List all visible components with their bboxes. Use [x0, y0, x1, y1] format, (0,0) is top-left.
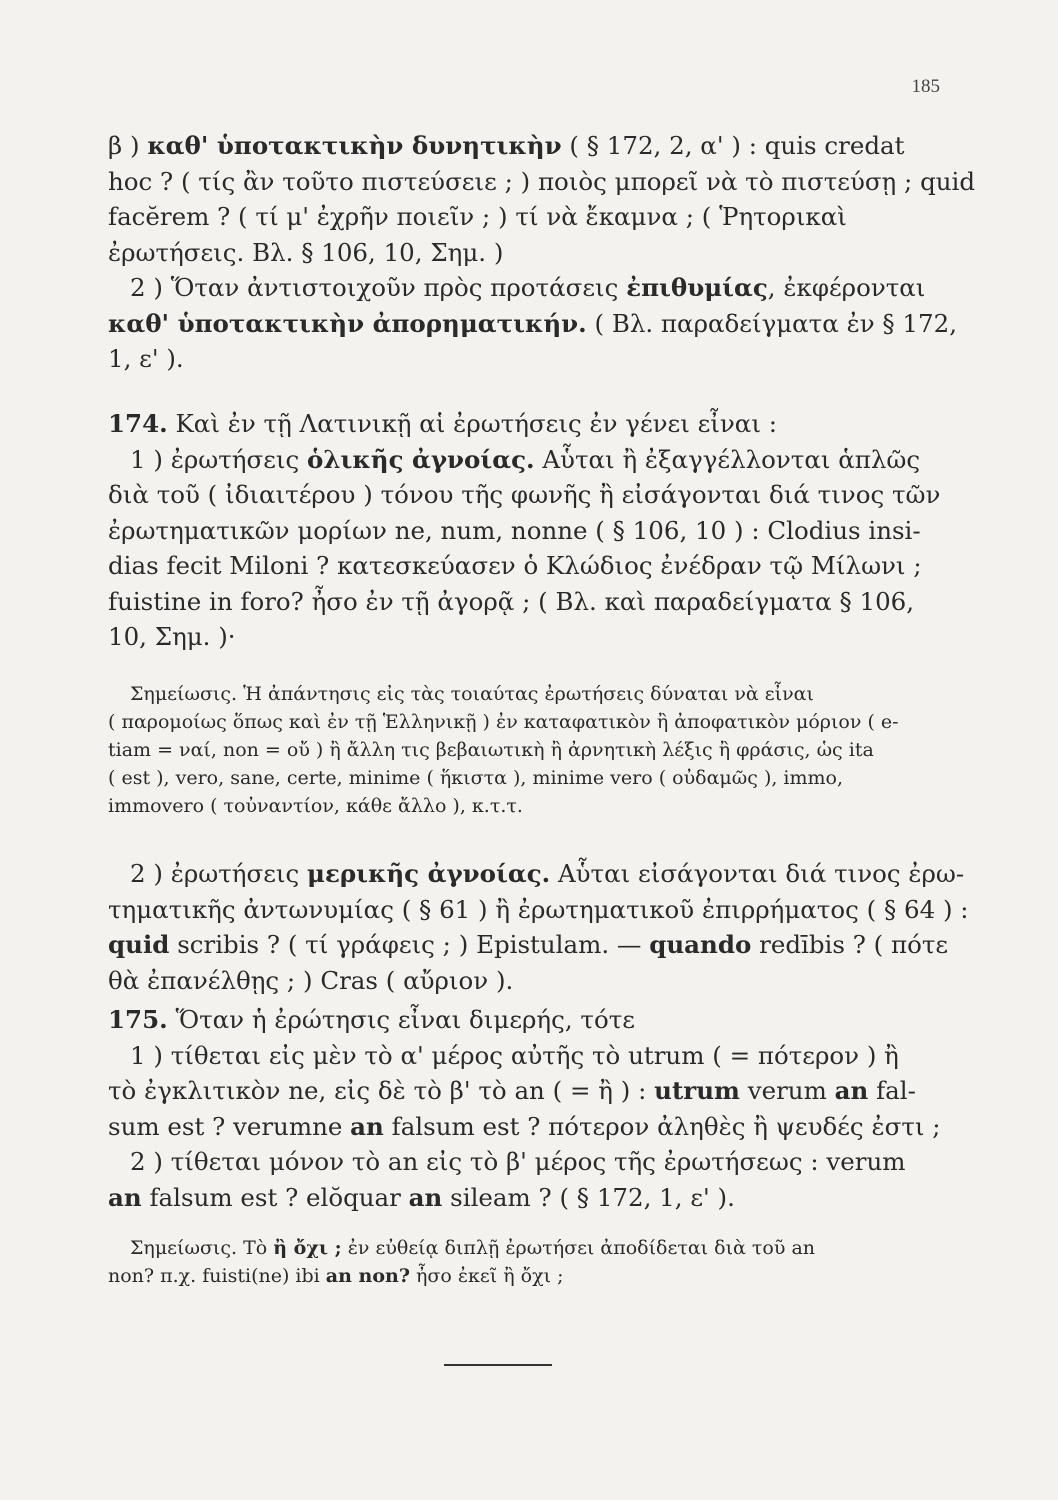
- section-174: [108, 406, 941, 655]
- text-line: 1 ) τίθεται εἰς μὲν τὸ α' μέρος αὐτῆς τὸ utrum ( = πότερον ) ἢ: [130, 1040, 899, 1070]
- text-line: ἐρωτηματικῶν μορίων ne, num, nonne ( § 106, 10 ) : Clodius insi-: [108, 515, 921, 545]
- text-line: an falsum est ? elŏquar an sileam ? ( § 172, 1, ε' ).: [108, 1182, 735, 1212]
- text-line: τηματικῆς ἀντωνυμίας ( § 61 ) ἢ ἐρωτηματικοῦ ἐπιρρήματος ( § 64 ) :: [108, 894, 969, 924]
- text-line: quid scribis ? ( τί γράφεις ; ) Epistulam. — quando redībis ? ( πότε: [108, 930, 949, 959]
- bold-term: an: [108, 1182, 142, 1212]
- text-line: Σημείωσις. Ἡ ἀπάντησις εἰς τὰς τοιαύτας ἐρωτήσεις δύναται νὰ εἶναι: [130, 683, 814, 705]
- text-line: τὸ ἐγκλιτικὸν ne, εἰς δὲ τὸ β' τὸ an ( = ἢ ) : utrum verum an fal-: [108, 1076, 916, 1105]
- bold-term: μερικῆς ἀγνοίας.: [307, 859, 551, 888]
- section-number: 174.: [108, 409, 168, 438]
- note-block: [108, 680, 908, 820]
- bold-term: quid: [108, 930, 170, 959]
- text-line: 2 ) ἐρωτήσεις μερικῆς ἀγνοίας. Αὗται εἰσάγονται διά τινος ἐρω-: [130, 859, 965, 888]
- text-line: sum est ? verumne an falsum est ? πότερον ἀληθὲς ἢ ψευδές ἐστι ;: [108, 1111, 941, 1141]
- section-number: 175.: [108, 1005, 168, 1034]
- text-line: 175. Ὅταν ἡ ἐρώτησις εἶναι διμερής, τότε: [108, 1005, 635, 1034]
- bold-term: ὁλικῆς ἀγνοίας.: [307, 444, 535, 474]
- text-line: ἐρωτήσεις. Βλ. § 106, 10, Σημ. ): [108, 237, 504, 267]
- text-line: hoc ? ( τίς ἂν τοῦτο πιστεύσειε ; ) ποιὸς μπορεῖ νὰ τὸ πιστεύσῃ ; quid: [108, 166, 976, 196]
- bold-heading: καθ' ὑποτακτικὴν ἀπορηματικήν.: [108, 308, 587, 338]
- text-line: 2 ) τίθεται μόνον τὸ an εἰς τὸ β' μέρος τῆς ἐρωτήσεως : verum: [130, 1147, 906, 1176]
- text-line: διὰ τοῦ ( ἰδιαιτέρου ) τόνου τῆς φωνῆς ἢ εἰσάγονται διά τινος τῶν: [108, 480, 941, 509]
- text-line: 1, ε' ).: [108, 344, 184, 373]
- text-line: immovero ( τοὐναντίον, κάθε ἄλλο ), κ.τ.τ.: [108, 795, 523, 817]
- text-line: ( est ), vero, sane, certe, minime ( ἥκιστα ), minime vero ( οὐδαμῶς ), immo,: [108, 767, 844, 789]
- bold-heading: καθ' ὑποτακτικὴν δυνητικὴν: [147, 131, 562, 160]
- section-175: [108, 1002, 941, 1215]
- text-line: β ) καθ' ὑποτακτικὴν δυνητικὴν ( § 172, 2, α' ) : quis credat: [108, 131, 905, 160]
- text-line: dias fecit Miloni ? κατεσκεύασεν ὁ Κλώδιος ἐνέδραν τῷ Μίλωνι ;: [108, 551, 922, 580]
- bold-term: an: [350, 1111, 384, 1141]
- text-line: 174. Καὶ ἐν τῇ Λατινικῇ αἱ ἐρωτήσεις ἐν γένει εἶναι :: [108, 409, 777, 438]
- bold-term: ἢ ὄχι ;: [273, 1237, 342, 1259]
- text-line: Σημείωσις. Τὸ ἢ ὄχι ; ἐν εὐθείᾳ διπλῇ ἐρωτήσει ἀποδίδεται διὰ τοῦ an: [130, 1237, 816, 1259]
- bold-term: quando: [649, 930, 752, 959]
- bold-term: utrum: [654, 1076, 740, 1105]
- bold-term: an: [834, 1076, 869, 1105]
- bold-term: ἐπιθυμίας: [626, 273, 768, 302]
- page-number: 185: [911, 76, 940, 97]
- footer-rule: [444, 1364, 552, 1366]
- text-line: 2 ) Ὅταν ἀντιστοιχοῦν πρὸς προτάσεις ἐπιθυμίας, ἐκφέρονται: [130, 273, 926, 302]
- text-line: θὰ ἐπανέλθῃς ; ) Cras ( αὔριον ).: [108, 965, 514, 995]
- subjunctive-potential-block: [108, 128, 976, 377]
- text-line: 10, Σημ. )·: [108, 622, 236, 651]
- text-line: facĕrem ? ( τί μ' ἐχρῆν ποιεῖν ; ) τί νὰ ἔκαμνα ; ( Ῥητορικαὶ: [108, 202, 847, 231]
- bold-term: an: [408, 1182, 443, 1212]
- text-line: tiam = ναί, non = οὔ ) ἢ ἄλλη τις βεβαιωτικὴ ἢ ἀρνητικὴ λέξις ἢ φράσις, ὡς ita: [108, 739, 874, 761]
- text-line: καθ' ὑποτακτικὴν ἀπορηματικήν. ( Βλ. παραδείγματα ἐν § 172,: [108, 308, 957, 338]
- text-line: non? π.χ. fuisti(ne) ibi an non? ἦσο ἐκεῖ ἢ ὄχι ;: [108, 1265, 564, 1287]
- partial-ignorance-block: [108, 856, 969, 998]
- text-line: 1 ) ἐρωτήσεις ὁλικῆς ἀγνοίας. Αὗται ἢ ἐξαγγέλλονται ἁπλῶς: [130, 444, 921, 474]
- text-line: ( παρομοίως ὅπως καὶ ἐν τῇ Ἑλληνικῇ ) ἐν καταφατικὸν ἢ ἀποφατικὸν μόριον ( e-: [108, 711, 899, 733]
- bold-term: an non?: [325, 1265, 410, 1287]
- text-line: fuistine in foro? ἦσο ἐν τῇ ἀγορᾷ ; ( Βλ. καὶ παραδείγματα § 106,: [108, 586, 915, 616]
- note-block: [108, 1234, 908, 1290]
